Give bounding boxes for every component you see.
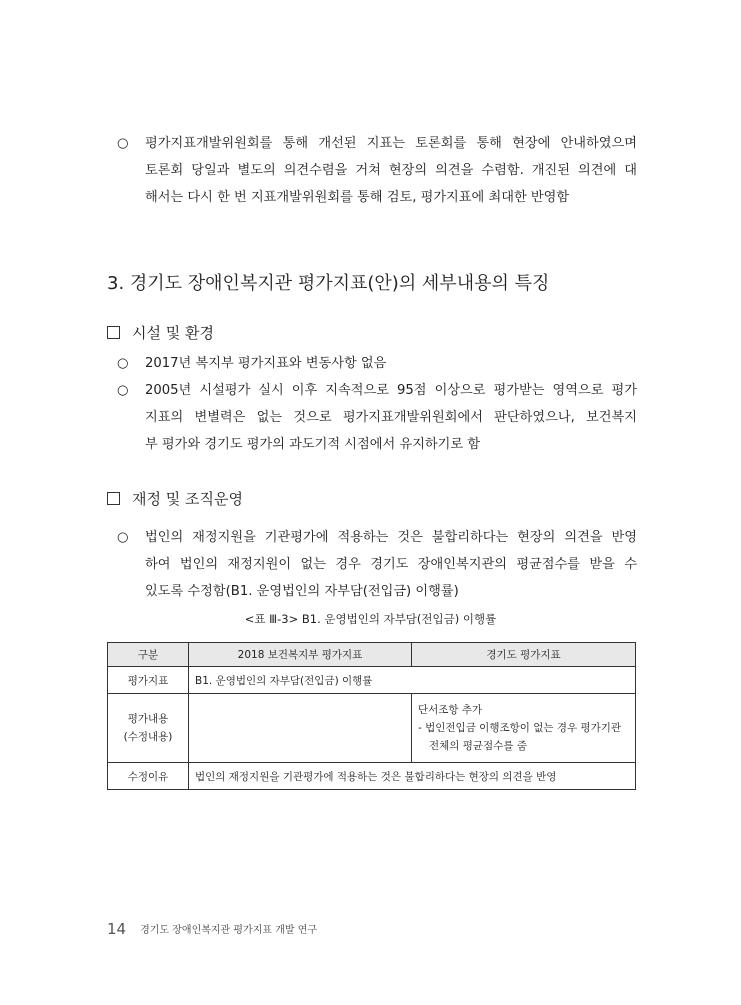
finance-bullet-line-1: 법인의 재정지원을 기관평가에 적용하는 것은 불합리하다는 현장의 의견을 반영 — [145, 530, 637, 545]
row-label: 수정이유 — [108, 763, 189, 790]
intro-line-2: 토론회 당일과 별도의 의견수렴을 거쳐 현장의 의견을 수렴함. 개진된 의견에 대 — [145, 163, 637, 178]
table-cell: B1. 운영법인의 자부담(전입금) 이행률 — [189, 667, 636, 694]
row-label-line: 평가내용 — [127, 713, 169, 725]
facility-bullet-2-line-1: 2005년 시설평가 실시 이후 지속적으로 95점 이상으로 평가받는 영역으로 평가 — [145, 383, 637, 398]
facility-bullet-1 — [117, 350, 637, 377]
page-footer — [107, 920, 317, 938]
facility-bullet-2 — [117, 377, 637, 458]
intro-line-1: 평가지표개발위원회를 통해 개선된 지표는 토론회를 통해 현장에 안내하였으며 — [145, 136, 637, 151]
checkbox-square-icon — [107, 492, 120, 505]
finance-bullet-line-3: 있도록 수정함(B1. 운영법인의 자부담(전입금) 이행률) — [145, 584, 459, 599]
cell-line: - 법인전입금 이행조항이 없는 경우 평가기관 전체의 평균점수를 줌 — [418, 722, 622, 752]
bullet-circle-icon: ○ — [117, 356, 129, 371]
row-label-line: (수정내용) — [123, 731, 173, 743]
table-header-cell: 2018 보건복지부 평가지표 — [189, 643, 412, 667]
finance-heading — [107, 488, 243, 510]
bullet-circle-icon: ○ — [117, 383, 129, 398]
table-header-cell: 구분 — [108, 643, 189, 667]
table-row — [108, 667, 636, 694]
intro-line-3: 해서는 다시 한 번 지표개발위원회를 통해 검토, 평가지표에 최대한 반영함 — [145, 190, 570, 205]
table-row — [108, 694, 636, 763]
comparison-table — [107, 642, 636, 790]
cell-line: 단서조항 추가 — [418, 704, 483, 716]
footer-title: 경기도 장애인복지관 평가지표 개발 연구 — [140, 925, 318, 936]
facility-heading-text: 시설 및 환경 — [132, 324, 214, 342]
finance-bullet-line-2: 하여 법인의 재정지원이 없는 경우 경기도 장애인복지관의 평균점수를 받을 수 — [145, 557, 637, 572]
facility-heading — [107, 322, 214, 344]
table-cell — [189, 694, 412, 763]
facility-bullet-2-line-2: 지표의 변별력은 없는 것으로 평가지표개발위원회에서 판단하였으나, 보건복지 — [145, 410, 637, 425]
bullet-circle-icon: ○ — [117, 530, 129, 545]
facility-bullet-1-text: 2017년 복지부 평가지표와 변동사항 없음 — [145, 356, 387, 371]
section-title: 3. 경기도 장애인복지관 평가지표(안)의 세부내용의 특징 — [107, 273, 550, 294]
row-label — [108, 694, 189, 763]
table-header-row — [108, 643, 636, 667]
finance-bullet — [117, 524, 637, 605]
table-cell: 법인의 재정지원을 기관평가에 적용하는 것은 불합리하다는 현장의 의견을 반영 — [189, 763, 636, 790]
page-number: 14 — [107, 920, 127, 938]
bullet-circle-icon: ○ — [117, 136, 129, 151]
table-caption: <표 Ⅲ-3> B1. 운영법인의 자부담(전입금) 이행률 — [244, 612, 497, 626]
facility-bullet-2-line-3: 부 평가와 경기도 평가의 과도기적 시점에서 유지하기로 함 — [145, 437, 481, 452]
table-header-cell: 경기도 평가지표 — [412, 643, 636, 667]
checkbox-square-icon — [107, 326, 120, 339]
table-row — [108, 763, 636, 790]
table-cell — [412, 694, 636, 763]
row-label: 평가지표 — [108, 667, 189, 694]
finance-heading-text: 재정 및 조직운영 — [132, 490, 243, 508]
intro-paragraph — [117, 130, 637, 211]
